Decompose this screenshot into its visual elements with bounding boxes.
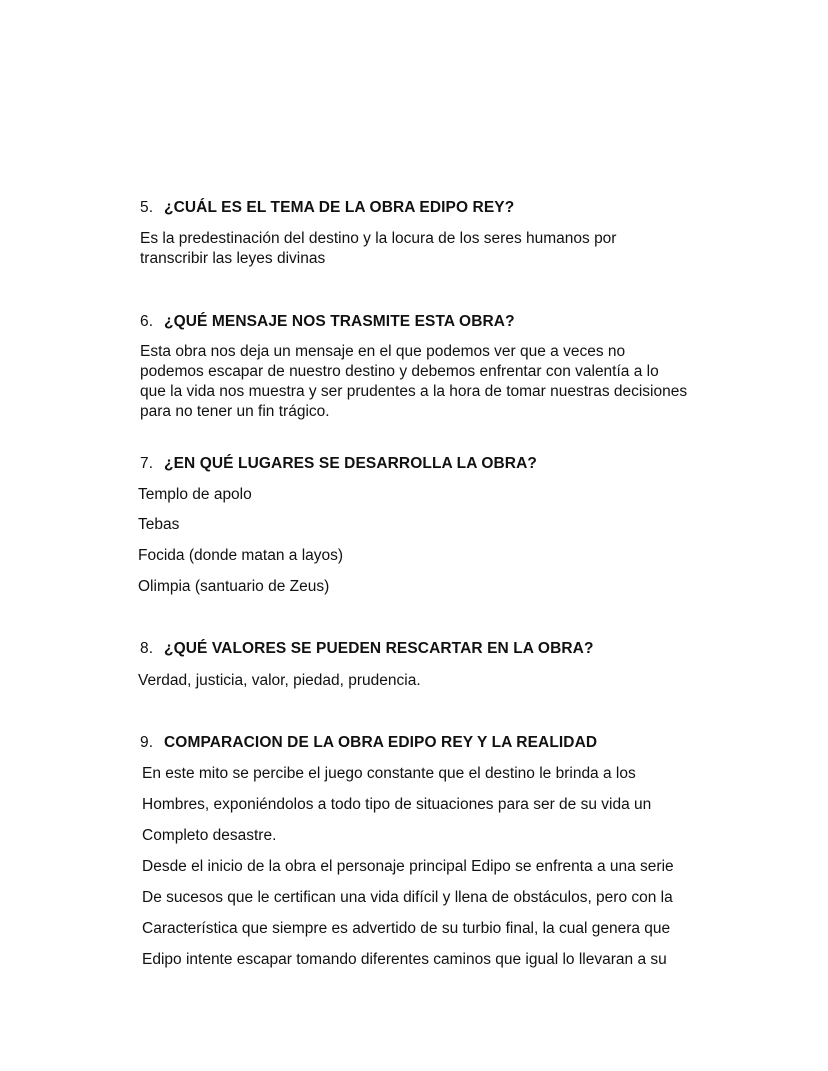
section-6-title: ¿QUÉ MENSAJE NOS TRASMITE ESTA OBRA? — [164, 313, 515, 330]
section-6-heading — [140, 313, 515, 331]
section-9-line-5: De sucesos que le certifican una vida difícil y llena de obstáculos, pero con la — [142, 889, 673, 906]
section-8-number: 8. — [140, 640, 154, 657]
section-5-title: ¿CUÁL ES EL TEMA DE LA OBRA EDIPO REY? — [164, 199, 515, 216]
section-8-line-1: Verdad, justicia, valor, piedad, prudencia. — [138, 672, 421, 689]
section-6-line-2: podemos escapar de nuestro destino y debemos enfrentar con valentía a lo — [140, 363, 659, 380]
section-8-heading — [140, 640, 594, 658]
section-6-line-3: que la vida nos muestra y ser prudentes a la hora de tomar nuestras decisiones — [140, 383, 688, 400]
section-9-line-7: Edipo intente escapar tomando diferentes caminos que igual lo llevaran a su — [142, 951, 667, 968]
section-7-place-3: Focida (donde matan a layos) — [138, 547, 344, 564]
section-7-place-2: Tebas — [138, 516, 180, 533]
section-5-line-1: Es la predestinación del destino y la locura de los seres humanos por — [140, 230, 617, 247]
section-7-heading — [140, 455, 537, 473]
section-6-number: 6. — [140, 313, 154, 330]
section-5-number: 5. — [140, 199, 154, 216]
section-9-line-6: Característica que siempre es advertido de su turbio final, la cual genera que — [142, 920, 671, 937]
section-7-title: ¿EN QUÉ LUGARES SE DESARROLLA LA OBRA? — [164, 455, 537, 472]
section-9-line-3: Completo desastre. — [142, 827, 277, 844]
section-9-title: COMPARACION DE LA OBRA EDIPO REY Y LA REALIDAD — [164, 734, 598, 751]
section-7-number: 7. — [140, 455, 154, 472]
section-7-place-1: Templo de apolo — [138, 486, 252, 503]
section-6-line-1: Esta obra nos deja un mensaje en el que podemos ver que a veces no — [140, 343, 626, 360]
section-9-line-1: En este mito se percibe el juego constante que el destino le brinda a los — [142, 765, 636, 782]
section-5-line-2: transcribir las leyes divinas — [140, 250, 326, 267]
section-9-heading — [140, 734, 597, 752]
section-8-title: ¿QUÉ VALORES SE PUEDEN RESCARTAR EN LA OBRA? — [164, 640, 594, 657]
section-6-line-4: para no tener un fin trágico. — [140, 403, 330, 420]
section-9-line-2: Hombres, exponiéndolos a todo tipo de situaciones para ser de su vida un — [142, 796, 652, 813]
section-5-heading — [140, 199, 514, 217]
section-7-place-4: Olimpia (santuario de Zeus) — [138, 578, 330, 595]
section-9-line-4: Desde el inicio de la obra el personaje principal Edipo se enfrenta a una serie — [142, 858, 674, 875]
section-9-number: 9. — [140, 734, 154, 751]
